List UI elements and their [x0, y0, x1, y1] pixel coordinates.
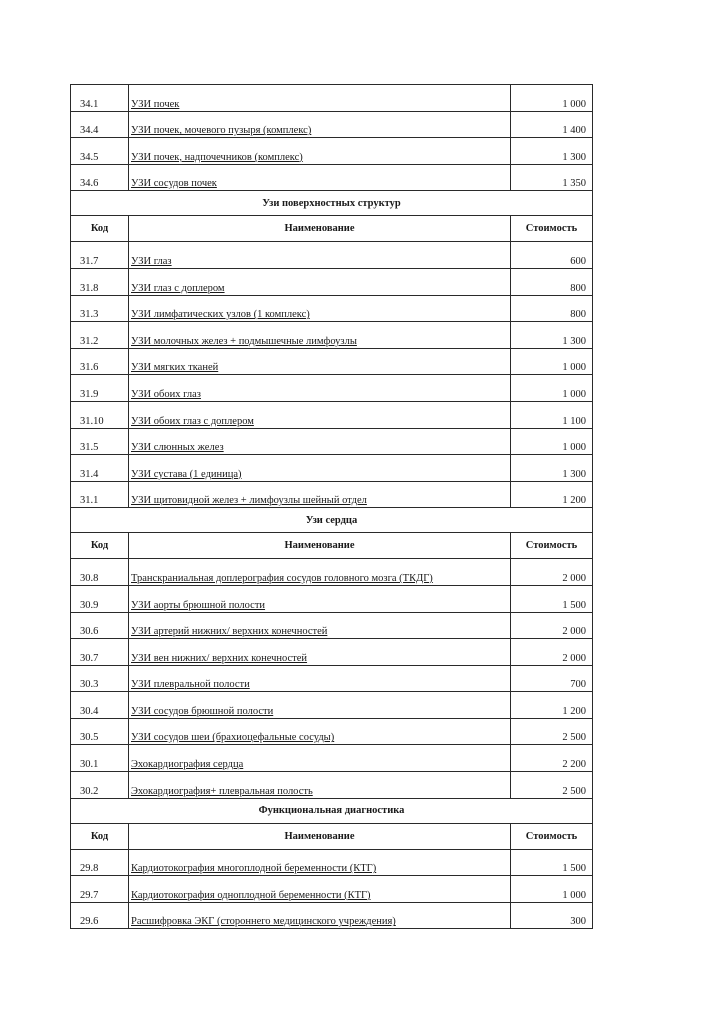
table-row — [71, 692, 593, 719]
table-row — [71, 639, 593, 666]
service-code: 34.5 — [71, 138, 129, 165]
service-code: 30.9 — [71, 585, 129, 612]
service-code: 34.6 — [71, 164, 129, 191]
service-name: УЗИ обоих глаз — [129, 375, 511, 402]
table-row — [71, 401, 593, 428]
service-name: Расшифровка ЭКГ (стороннего медицинского учреждения) — [129, 902, 511, 929]
column-header-name: Наименование — [129, 216, 511, 242]
service-code: 31.7 — [71, 242, 129, 269]
service-name: УЗИ сосудов шеи (брахиоцефальные сосуды) — [129, 718, 511, 745]
table-row — [71, 481, 593, 508]
service-code: 31.10 — [71, 401, 129, 428]
service-price: 1 300 — [511, 322, 593, 349]
service-price: 1 000 — [511, 428, 593, 455]
service-price: 2 000 — [511, 639, 593, 666]
service-name: УЗИ почек, мочевого пузыря (комплекс) — [129, 111, 511, 138]
table-row — [71, 322, 593, 349]
table-row — [71, 164, 593, 191]
service-code: 31.6 — [71, 348, 129, 375]
service-price: 600 — [511, 242, 593, 269]
service-price: 1 200 — [511, 692, 593, 719]
section-title-row — [71, 798, 593, 823]
service-name: УЗИ аорты брюшной полости — [129, 585, 511, 612]
service-name: УЗИ артерий нижних/ верхних конечностей — [129, 612, 511, 639]
service-code: 29.8 — [71, 849, 129, 876]
column-header-row — [71, 533, 593, 559]
section-title-row — [71, 191, 593, 216]
service-name: Кардиотокография многоплодной беременности (КТГ) — [129, 849, 511, 876]
service-price: 1 500 — [511, 585, 593, 612]
service-code: 30.5 — [71, 718, 129, 745]
column-header-price: Стоимость — [511, 823, 593, 849]
service-code: 30.7 — [71, 639, 129, 666]
table-row — [71, 559, 593, 586]
section-title: Узи сердца — [71, 508, 593, 533]
service-code: 31.8 — [71, 268, 129, 295]
service-price: 2 500 — [511, 772, 593, 799]
service-name: Эхокардиография+ плевральная полость — [129, 772, 511, 799]
service-name: УЗИ сосудов почек — [129, 164, 511, 191]
column-header-code: Код — [71, 823, 129, 849]
service-name: УЗИ почек — [129, 85, 511, 112]
service-code: 30.8 — [71, 559, 129, 586]
table-row — [71, 268, 593, 295]
service-price: 2 000 — [511, 612, 593, 639]
service-name: УЗИ слюнных желез — [129, 428, 511, 455]
table-row — [71, 455, 593, 482]
table-row — [71, 665, 593, 692]
service-code: 34.4 — [71, 111, 129, 138]
service-name: УЗИ сустава (1 единица) — [129, 455, 511, 482]
service-price: 1 400 — [511, 111, 593, 138]
table-row — [71, 348, 593, 375]
service-code: 30.3 — [71, 665, 129, 692]
column-header-price: Стоимость — [511, 533, 593, 559]
service-price: 1 500 — [511, 849, 593, 876]
table-row — [71, 902, 593, 929]
section-title: Узи поверхностных структур — [71, 191, 593, 216]
service-name: УЗИ сосудов брюшной полости — [129, 692, 511, 719]
table-row — [71, 718, 593, 745]
service-name: УЗИ молочных желез + подмышечные лимфоузлы — [129, 322, 511, 349]
price-list-table — [70, 84, 593, 929]
service-price: 1 000 — [511, 375, 593, 402]
table-row — [71, 428, 593, 455]
service-code: 31.1 — [71, 481, 129, 508]
service-code: 34.1 — [71, 85, 129, 112]
service-price: 800 — [511, 268, 593, 295]
service-code: 31.9 — [71, 375, 129, 402]
table-row — [71, 138, 593, 165]
table-row — [71, 295, 593, 322]
section-title-row — [71, 508, 593, 533]
service-code: 29.6 — [71, 902, 129, 929]
service-price: 1 200 — [511, 481, 593, 508]
column-header-code: Код — [71, 533, 129, 559]
table-row — [71, 612, 593, 639]
service-code: 30.1 — [71, 745, 129, 772]
service-name: УЗИ обоих глаз с доплером — [129, 401, 511, 428]
service-code: 31.2 — [71, 322, 129, 349]
service-code: 30.6 — [71, 612, 129, 639]
service-name: Эхокардиография сердца — [129, 745, 511, 772]
column-header-name: Наименование — [129, 533, 511, 559]
column-header-row — [71, 216, 593, 242]
column-header-name: Наименование — [129, 823, 511, 849]
column-header-code: Код — [71, 216, 129, 242]
service-price: 1 000 — [511, 876, 593, 903]
table-row — [71, 85, 593, 112]
table-row — [71, 375, 593, 402]
table-row — [71, 111, 593, 138]
service-code: 30.2 — [71, 772, 129, 799]
service-price: 1 000 — [511, 85, 593, 112]
service-price: 2 000 — [511, 559, 593, 586]
section-title: Функциональная диагностика — [71, 798, 593, 823]
service-name: УЗИ почек, надпочечников (комплекс) — [129, 138, 511, 165]
column-header-row — [71, 823, 593, 849]
service-price: 2 200 — [511, 745, 593, 772]
table-row — [71, 242, 593, 269]
column-header-price: Стоимость — [511, 216, 593, 242]
service-price: 1 300 — [511, 455, 593, 482]
service-name: Транскраниальная доплерография сосудов головного мозга (ТКДГ) — [129, 559, 511, 586]
service-price: 1 000 — [511, 348, 593, 375]
service-price: 2 500 — [511, 718, 593, 745]
service-name: УЗИ лимфатических узлов (1 комплекс) — [129, 295, 511, 322]
service-code: 31.3 — [71, 295, 129, 322]
service-code: 31.4 — [71, 455, 129, 482]
service-name: УЗИ вен нижних/ верхних конечностей — [129, 639, 511, 666]
service-name: УЗИ щитовидной желез + лимфоузлы шейный отдел — [129, 481, 511, 508]
service-name: УЗИ плевральной полости — [129, 665, 511, 692]
service-price: 300 — [511, 902, 593, 929]
table-row — [71, 772, 593, 799]
price-list-body — [71, 85, 593, 929]
service-name: УЗИ глаз с доплером — [129, 268, 511, 295]
table-row — [71, 849, 593, 876]
service-price: 1 300 — [511, 138, 593, 165]
service-name: УЗИ мягких тканей — [129, 348, 511, 375]
service-price: 800 — [511, 295, 593, 322]
service-code: 31.5 — [71, 428, 129, 455]
table-row — [71, 745, 593, 772]
table-row — [71, 585, 593, 612]
service-name: УЗИ глаз — [129, 242, 511, 269]
service-price: 1 100 — [511, 401, 593, 428]
table-row — [71, 876, 593, 903]
service-code: 30.4 — [71, 692, 129, 719]
service-price: 1 350 — [511, 164, 593, 191]
service-code: 29.7 — [71, 876, 129, 903]
service-price: 700 — [511, 665, 593, 692]
service-name: Кардиотокография одноплодной беременности (КТГ) — [129, 876, 511, 903]
